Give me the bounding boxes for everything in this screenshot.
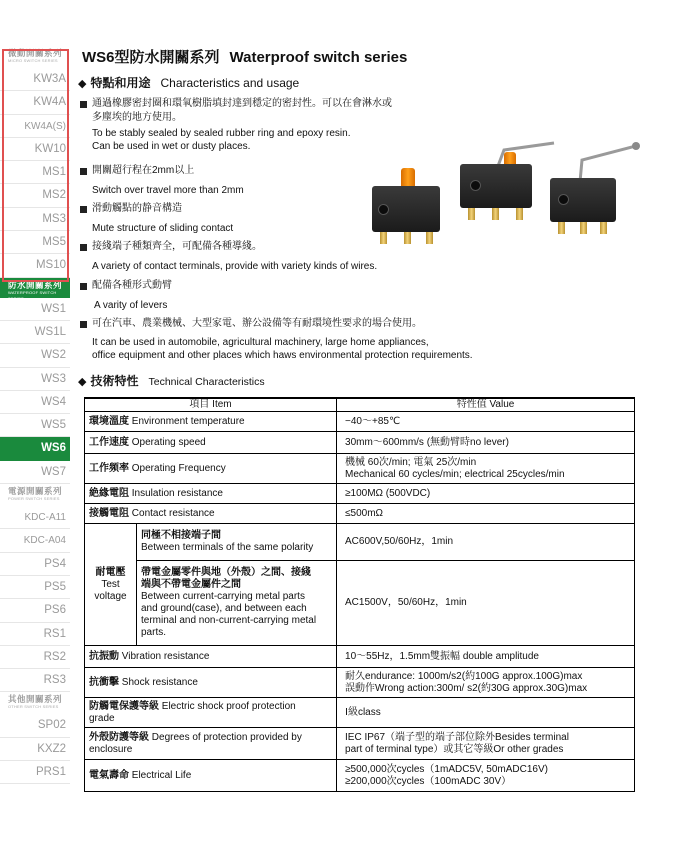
product-image-switch-1 [368,168,448,248]
char-5-en: A varity of levers [94,300,168,311]
sidebar-group-heading: 微動開關系列 MICRO SWITCH SERIES [8,48,63,63]
value-test-voltage-1: AC600V,50/60Hz，1min [337,524,635,561]
sidebar-item-ps5[interactable]: PS5 [0,576,70,599]
sidebar-item-kw3a[interactable]: KW3A [0,68,70,91]
sidebar-item-ws4[interactable]: WS4 [0,391,70,414]
sidebar-item-ms2[interactable]: MS2 [0,184,70,207]
header-item: 項目 Item [85,398,337,412]
char-6-en-2: office equipment and other places which haws environmental protection requirements. [92,350,473,361]
page-title-cn: WS6型防水開關系列 [82,49,220,66]
value-op-freq: 機械 60次/min; 電氣 25次/min Mechanical 60 cycles/min; electrical 25cycles/min [337,454,635,484]
sidebar-item-ws6[interactable]: WS6 [0,437,70,460]
table-row: 接觸電阻 Contact resistance ≤500mΩ [85,504,635,524]
char-2-en: Switch over travel more than 2mm [92,185,244,196]
header-value: 特性值 Value [337,398,635,412]
sidebar-item-ws2[interactable]: WS2 [0,344,70,367]
char-1-cn-2: 多塵埃的地方使用。 [92,112,182,123]
char-6-cn: 可在汽車、農業機械、大型家電、辦公設備等有耐環境性要求的場合使用。 [92,318,422,329]
characteristics-heading: ◆ 特點和用途 Characteristics and usage [78,76,300,90]
diamond-bullet-icon: ◆ [78,376,87,388]
char-4-en: A variety of contact terminals, provide with variety kinds of wires. [92,261,378,272]
technical-heading: ◆ 技術特性 Technical Characteristics [78,374,265,388]
table-header-row [85,398,635,412]
sidebar-item-ps6[interactable]: PS6 [0,599,70,622]
char-5-cn: 配備各種形式動臂 [92,280,172,291]
square-bullet-icon [80,206,87,213]
test-voltage-label: 耐電壓 Test voltage [85,524,137,646]
char-3-cn: 滑動觸點的静音構造 [92,203,182,214]
char-1-cn-1: 通過橡膠密封圈和環氧樹脂填封達到穩定的密封性。可以在會淋水或 [92,98,392,109]
sidebar-item-ws7[interactable]: WS7 [0,461,70,484]
square-bullet-icon [80,321,87,328]
table-row: 抗衝擊 Shock resistance 耐久endurance: 1000m/s2(約100G approx.100G)max 誤動作Wrong action:300m/ s2(約30G approx.30G)max [85,668,635,698]
square-bullet-icon [80,168,87,175]
value-env-temp: −40～+85℃ [337,412,635,432]
sidebar-item-kdc-a11[interactable]: KDC-A11 [0,506,70,529]
value-test-voltage-2: AC1500V，50/60Hz，1min [337,561,635,646]
square-bullet-icon [80,101,87,108]
value-shock: 耐久endurance: 1000m/s2(約100G approx.100G)max 誤動作Wrong action:300m/ s2(約30G approx.30G)max [337,668,635,698]
sidebar-item-ws3[interactable]: WS3 [0,368,70,391]
sidebar-item-ps4[interactable]: PS4 [0,553,70,576]
sidebar-item-ws1[interactable]: WS1 [0,298,70,321]
sidebar-item-rs3[interactable]: RS3 [0,669,70,692]
sidebar-item-rs2[interactable]: RS2 [0,646,70,669]
char-4-cn: 接綫端子種類齊全，可配備各種導綫。 [92,241,262,252]
spec-table [84,397,635,792]
sidebar-group-heading: 電源開關系列 POWER SWITCH SERIES [8,486,63,502]
table-row: 絶緣電阻 Insulation resistance ≥100MΩ (500VDC) [85,484,635,504]
value-insulation: ≥100MΩ (500VDC) [337,484,635,504]
char-2-cn: 開關超行程在2mm以上 [92,165,195,176]
table-row: 電氣壽命 Electrical Life ≥500,000次cycles（1mADC5V, 50mADC16V) ≥200,000次cycles（100mADC 30V） [85,760,635,792]
char-1-en-1: To be stably sealed by sealed rubber ring and epoxy resin. [92,128,351,139]
table-row: 工作速度 Operating speed 30mm～600mm/s (無動臂時no lever) [85,432,635,454]
table-row: 帶電金屬零件與地（外殼）之間、接綫 端與不帶電金屬件之間 Between current-carrying metal parts and ground(case), and between each terminal and non-current-carrying metal parts. AC1500V，50/60Hz，1min [85,561,635,646]
sidebar-item-rs1[interactable]: RS1 [0,623,70,646]
table-row: 工作频率 Operating Frequency 機械 60次/min; 電氣 25次/min Mechanical 60 cycles/min; electrical 25cycles/min [85,454,635,484]
sidebar-item-prs1[interactable]: PRS1 [0,761,70,784]
sidebar-item-kxz2[interactable]: KXZ2 [0,738,70,761]
sidebar-group-heading: 防水開關系列 WATERPROOF SWITCH SERIES [0,278,70,298]
square-bullet-icon [80,283,87,290]
diamond-bullet-icon: ◆ [78,78,87,90]
sidebar-item-kw10[interactable]: KW10 [0,138,70,161]
sidebar-item-ms10[interactable]: MS10 [0,254,70,277]
value-vibration: 10～55Hz，1.5mm雙振幅 double amplitude [337,646,635,668]
sidebar-item-kdc-a04[interactable]: KDC-A04 [0,529,70,552]
page-title [82,46,407,67]
sidebar-item-kw4a-s[interactable]: KW4A(S) [0,115,70,138]
sidebar-item-ws1l[interactable]: WS1L [0,321,70,344]
sidebar-item-ms5[interactable]: MS5 [0,231,70,254]
table-row: 抗振動 Vibration resistance 10～55Hz，1.5mm雙振幅 double amplitude [85,646,635,668]
value-protection: IEC IP67（端子型的端子部位除外Besides terminal part of terminal type）或其它等級Or other grades [337,728,635,760]
sidebar-item-ms3[interactable]: MS3 [0,208,70,231]
value-life: ≥500,000次cycles（1mADC5V, 50mADC16V) ≥200,000次cycles（100mADC 30V） [337,760,635,792]
series-sidebar [0,46,70,784]
char-1-en-2: Can be used in wet or dusty places. [92,141,251,152]
sidebar-group-heading: 其他開關系列 OTHER SWITCH SERIES [8,694,63,710]
table-row: 防觸電保護等級 Electric shock proof protection grade Ⅰ級class [85,698,635,728]
value-shock-proof: Ⅰ級class [337,698,635,728]
product-image-switch-3 [546,140,636,240]
table-row: 耐電壓 Test voltage 同極不相接端子間 Between terminals of the same polarity AC600V,50/60Hz，1min [85,524,635,561]
page-title-en: Waterproof switch series [229,49,408,66]
square-bullet-icon [80,244,87,251]
char-3-en: Mute structure of sliding contact [92,223,234,234]
sidebar-item-ws5[interactable]: WS5 [0,414,70,437]
char-6-en-1: It can be used in automobile, agricultural machinery, large home appliances, [92,337,429,348]
sidebar-item-sp02[interactable]: SP02 [0,714,70,737]
value-contact: ≤500mΩ [337,504,635,524]
table-row: 外殻防護等級 Degrees of protection provided by enclosure IEC IP67（端子型的端子部位除外Besides terminal part of terminal type）或其它等級Or other grades [85,728,635,760]
value-op-speed: 30mm～600mm/s (無動臂時no lever) [337,432,635,454]
sidebar-item-ms1[interactable]: MS1 [0,161,70,184]
table-row: 環境溫度 Environment temperature −40～+85℃ [85,412,635,432]
product-image-switch-2 [456,140,546,230]
sidebar-item-kw4a[interactable]: KW4A [0,91,70,114]
